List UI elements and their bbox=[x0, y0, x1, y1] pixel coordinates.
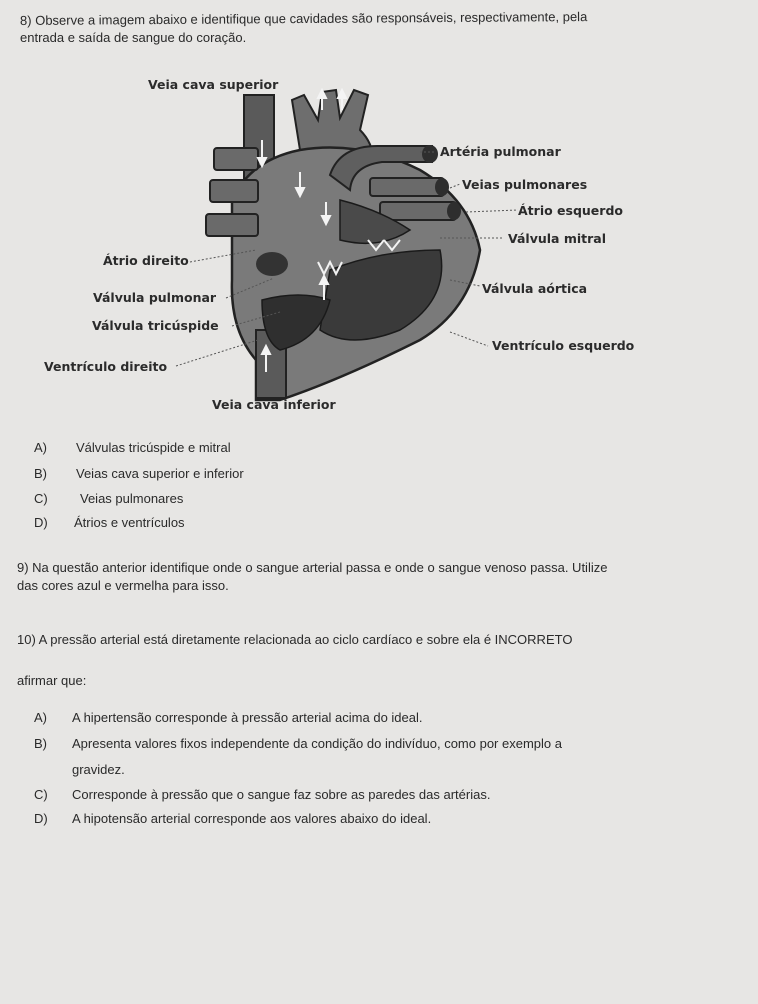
q10-option-text: A hipotensão arterial corresponde aos valores abaixo do ideal. bbox=[72, 811, 432, 826]
q9-statement-line1: 9) Na questão anterior identifique onde o sangue arterial passa e onde o sangue venoso passa. Utilize bbox=[17, 560, 608, 575]
q8-option-text: Veias cava superior e inferior bbox=[76, 466, 244, 481]
q8-statement-line2: entrada e saída de sangue do coração. bbox=[20, 30, 247, 45]
label-veias-pulmonares: Veias pulmonares bbox=[462, 177, 588, 192]
label-veia-cava-inferior: Veia cava inferior bbox=[212, 397, 336, 412]
q10-option-letter: C) bbox=[34, 787, 48, 802]
label-arteria-pulmonar: Artéria pulmonar bbox=[440, 144, 561, 159]
label-valvula-aortica: Válvula aórtica bbox=[482, 281, 588, 296]
label-veia-cava-superior: Veia cava superior bbox=[148, 77, 279, 92]
q8-option-text: Átrios e ventrículos bbox=[74, 515, 185, 530]
q10-statement-line1: 10) A pressão arterial está diretamente relacionada ao ciclo cardíaco e sobre ela é INCORRETO bbox=[17, 632, 573, 647]
label-valvula-pulmonar: Válvula pulmonar bbox=[93, 290, 217, 305]
q8-option-letter: A) bbox=[34, 440, 47, 455]
pulmonary-vein-lower bbox=[380, 202, 456, 220]
right-pulmonary-artery-upper bbox=[214, 148, 258, 170]
q10-option-letter: D) bbox=[34, 811, 48, 826]
label-ventriculo-direito: Ventrículo direito bbox=[44, 359, 168, 374]
right-pulmonary-artery-lower bbox=[206, 214, 258, 236]
pulmonary-vein-upper bbox=[370, 178, 444, 196]
q8-option-letter: C) bbox=[34, 491, 48, 506]
label-atrio-esquerdo: Átrio esquerdo bbox=[518, 203, 623, 218]
q8-option-text: Veias pulmonares bbox=[80, 491, 184, 506]
q9-statement-line2: das cores azul e vermelha para isso. bbox=[17, 578, 229, 593]
label-valvula-mitral: Válvula mitral bbox=[508, 231, 606, 246]
q10-option-text: A hipertensão corresponde à pressão arterial acima do ideal. bbox=[72, 710, 423, 725]
pulmonary-vein-lower-opening bbox=[447, 202, 461, 220]
label-valvula-tricuspide: Válvula tricúspide bbox=[92, 318, 219, 333]
q10-option-letter: A) bbox=[34, 710, 47, 725]
label-ventriculo-esquerdo: Ventrículo esquerdo bbox=[492, 338, 635, 353]
label-atrio-direito: Átrio direito bbox=[103, 253, 189, 268]
q8-option-text: Válvulas tricúspide e mitral bbox=[76, 440, 231, 455]
q10-option-text-continuation: gravidez. bbox=[72, 762, 125, 777]
q10-statement-line2: afirmar que: bbox=[17, 673, 87, 688]
q10-option-letter: B) bbox=[34, 736, 47, 751]
pulmonary-artery-opening bbox=[422, 145, 438, 163]
right-atrium-chamber bbox=[256, 252, 288, 276]
pulmonary-vein-upper-opening bbox=[435, 178, 449, 196]
q8-option-letter: D) bbox=[34, 515, 48, 530]
q8-option-letter: B) bbox=[34, 466, 47, 481]
q10-option-text: Corresponde à pressão que o sangue faz sobre as paredes das artérias. bbox=[72, 787, 491, 802]
q10-option-text: Apresenta valores fixos independente da condição do indivíduo, como por exemplo a bbox=[72, 736, 562, 751]
q8-statement-line1: 8) Observe a imagem abaixo e identifique que cavidades são responsáveis, respectivamente, pela bbox=[19, 9, 588, 28]
right-pulmonary-artery-middle bbox=[210, 180, 258, 202]
